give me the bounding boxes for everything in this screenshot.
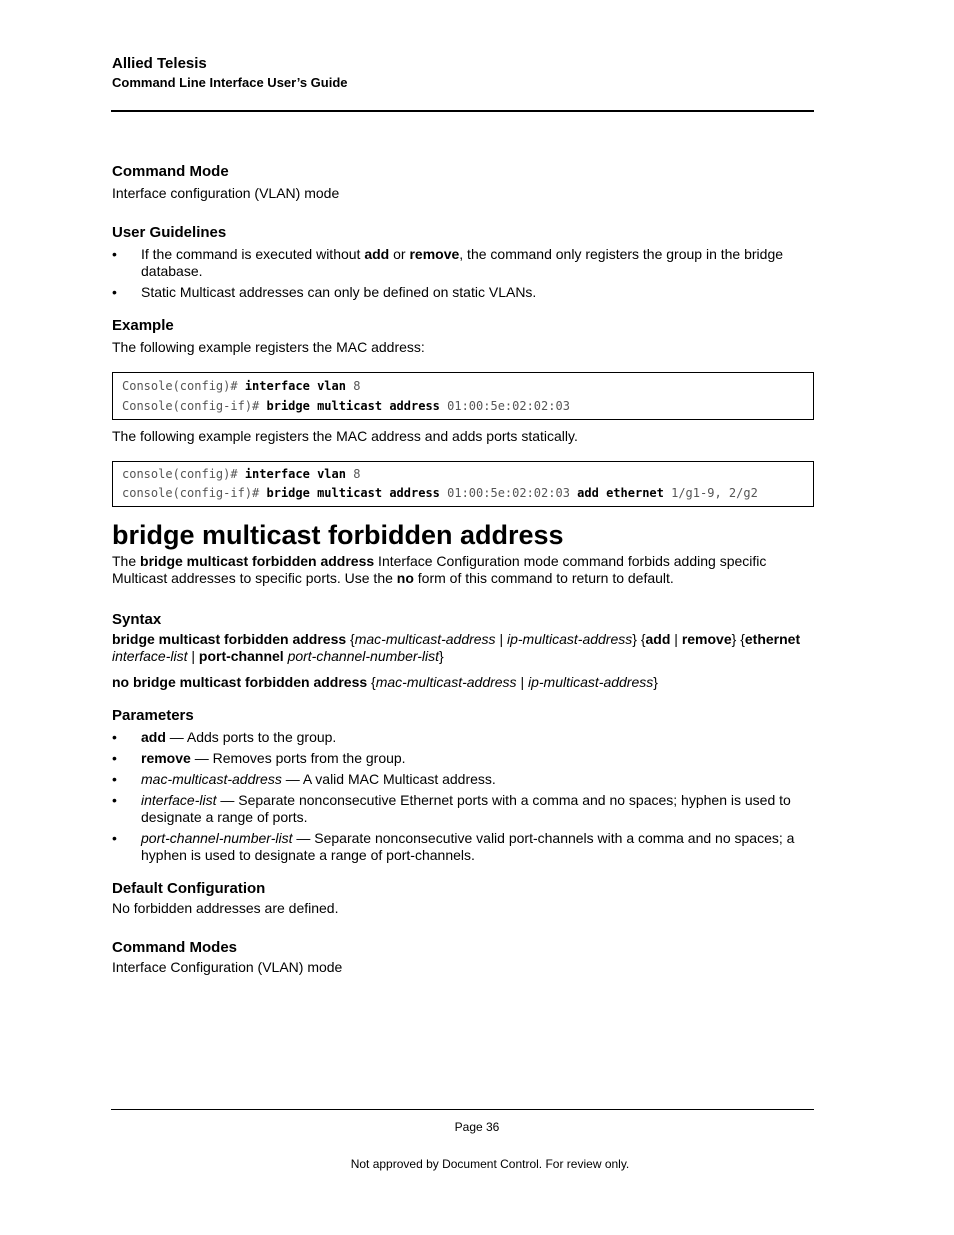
command-mode-text: Interface configuration (VLAN) mode [112, 185, 340, 201]
page-header [112, 55, 814, 91]
code-argument: 01:00:5e:02:02:03 [439, 486, 578, 500]
syntax-punct: { [367, 674, 376, 690]
parameter-item [112, 771, 814, 788]
footer-rule [111, 1109, 814, 1110]
syntax-keyword: ethernet [744, 631, 801, 647]
bullet-icon: • [112, 792, 117, 808]
syntax-punct: | [516, 674, 528, 690]
parameter-description: — Adds ports to the group. [165, 729, 337, 745]
parameter-item [112, 729, 814, 746]
code-line [122, 484, 804, 503]
parameter-description: — Separate nonconsecutive Ethernet ports with a comma and no spaces; hyphen is used to designate a range of ports. [141, 792, 791, 825]
keyword-remove: remove [409, 246, 460, 262]
user-guidelines-heading: User Guidelines [112, 224, 227, 241]
guideline-text: or [389, 246, 410, 262]
syntax-param: ip-multicast-address [506, 631, 633, 647]
code-block-2 [112, 461, 814, 507]
bullet-icon: • [112, 750, 117, 766]
page-number: Page 36 [454, 1120, 500, 1134]
page-content [112, 163, 814, 998]
code-line [122, 396, 804, 416]
guideline-text: Static Multicast addresses can only be defined on static VLANs. [141, 284, 537, 300]
parameter-term: mac-multicast-address [141, 771, 282, 787]
bullet-icon: • [112, 771, 117, 787]
parameter-term: interface-list [141, 792, 217, 808]
code-block-1 [112, 372, 814, 420]
parameter-term: remove [141, 750, 191, 766]
code-line [122, 465, 804, 484]
parameters-heading: Parameters [112, 707, 194, 724]
parameters-list [112, 729, 814, 864]
parameter-description: — Removes ports from the group. [190, 750, 406, 766]
syntax-punct: } [439, 648, 444, 664]
syntax-param: mac-multicast-address [354, 631, 496, 647]
code-command: interface vlan [244, 467, 346, 481]
parameter-description: — A valid MAC Multicast address. [281, 771, 496, 787]
bullet-icon: • [112, 729, 117, 745]
parameter-term: port-channel-number-list [141, 830, 293, 846]
syntax-param: interface-list [112, 648, 188, 664]
parameter-item [112, 830, 814, 864]
syntax-param: ip-multicast-address [527, 674, 654, 690]
guideline-text: If the command is executed without [141, 246, 365, 262]
code-prompt: Console(config-if)# [122, 399, 267, 413]
syntax-command: bridge multicast forbidden address [112, 631, 347, 647]
user-guidelines-section [112, 224, 814, 301]
intro-command: bridge multicast forbidden address [140, 553, 375, 569]
code-argument: 1/g1-9, 2/g2 [663, 486, 758, 500]
company-name: Allied Telesis [112, 55, 207, 72]
parameter-term: add [141, 729, 166, 745]
example-heading: Example [112, 317, 174, 334]
guidelines-list [112, 246, 814, 301]
syntax-punct: } [653, 674, 658, 690]
example-section [112, 317, 814, 507]
guideline-item [112, 246, 814, 280]
guideline-text: , the command only registers the group in the bridge database. [141, 246, 784, 279]
keyword-add: add [364, 246, 390, 262]
syntax-param: port-channel-number-list [287, 648, 440, 664]
command-mode-section [112, 163, 814, 202]
code-prompt: console(config)# [122, 467, 245, 481]
example-intro-2: The following example registers the MAC address and adds ports statically. [112, 428, 578, 444]
syntax-command: no bridge multicast forbidden address [112, 674, 368, 690]
syntax-punct: | [187, 648, 199, 664]
default-configuration-section [112, 880, 814, 917]
parameter-description: — Separate nonconsecutive valid port-channels with a comma and no spaces; a hyphen is used to designate a range of port-channels. [141, 830, 795, 863]
syntax-heading: Syntax [112, 611, 162, 628]
code-argument: 01:00:5e:02:02:03 [439, 399, 570, 413]
section-title: bridge multicast forbidden address [112, 520, 564, 550]
parameter-item [112, 792, 814, 826]
syntax-param: mac-multicast-address [375, 674, 517, 690]
bullet-icon: • [112, 284, 117, 300]
default-configuration-heading: Default Configuration [112, 880, 266, 897]
section-intro [112, 553, 814, 587]
syntax-line-2 [112, 674, 814, 691]
review-note: Not approved by Document Control. For review only. [350, 1157, 630, 1171]
header-rule [111, 110, 814, 112]
code-command: add ethernet [577, 486, 664, 500]
code-command: interface vlan [244, 379, 346, 393]
code-command: bridge multicast address [266, 486, 440, 500]
syntax-punct: | [670, 631, 682, 647]
code-argument: 8 [345, 467, 361, 481]
intro-keyword-no: no [396, 570, 414, 586]
default-configuration-text: No forbidden addresses are defined. [112, 900, 339, 916]
syntax-punct: { [346, 631, 355, 647]
code-line [122, 376, 804, 396]
guideline-item [112, 284, 814, 301]
command-modes-heading: Command Modes [112, 939, 238, 956]
code-prompt: console(config-if)# [122, 486, 267, 500]
syntax-keyword: remove [681, 631, 732, 647]
code-argument: 8 [345, 379, 361, 393]
syntax-punct: | [495, 631, 507, 647]
syntax-punct: } { [632, 631, 646, 647]
syntax-keyword: port-channel [198, 648, 284, 664]
bullet-icon: • [112, 246, 117, 262]
syntax-section [112, 611, 814, 691]
command-modes-text: Interface Configuration (VLAN) mode [112, 959, 343, 975]
parameter-item [112, 750, 814, 767]
syntax-punct: } { [731, 631, 745, 647]
intro-text: Interface Configuration mode command forbids adding specific Multicast addresses to specific ports. Use the [112, 553, 767, 586]
intro-text: The [112, 553, 141, 569]
intro-text: form of this command to return to default. [413, 570, 674, 586]
code-command: bridge multicast address [266, 399, 440, 413]
guide-title: Command Line Interface User’s Guide [112, 75, 348, 90]
code-prompt: Console(config)# [122, 379, 245, 393]
syntax-keyword: add [645, 631, 671, 647]
parameters-section [112, 707, 814, 864]
bullet-icon: • [112, 830, 117, 846]
example-intro-1: The following example registers the MAC address: [112, 339, 425, 355]
syntax-line-1 [112, 631, 814, 665]
command-modes-section [112, 939, 814, 976]
command-mode-heading: Command Mode [112, 163, 229, 180]
